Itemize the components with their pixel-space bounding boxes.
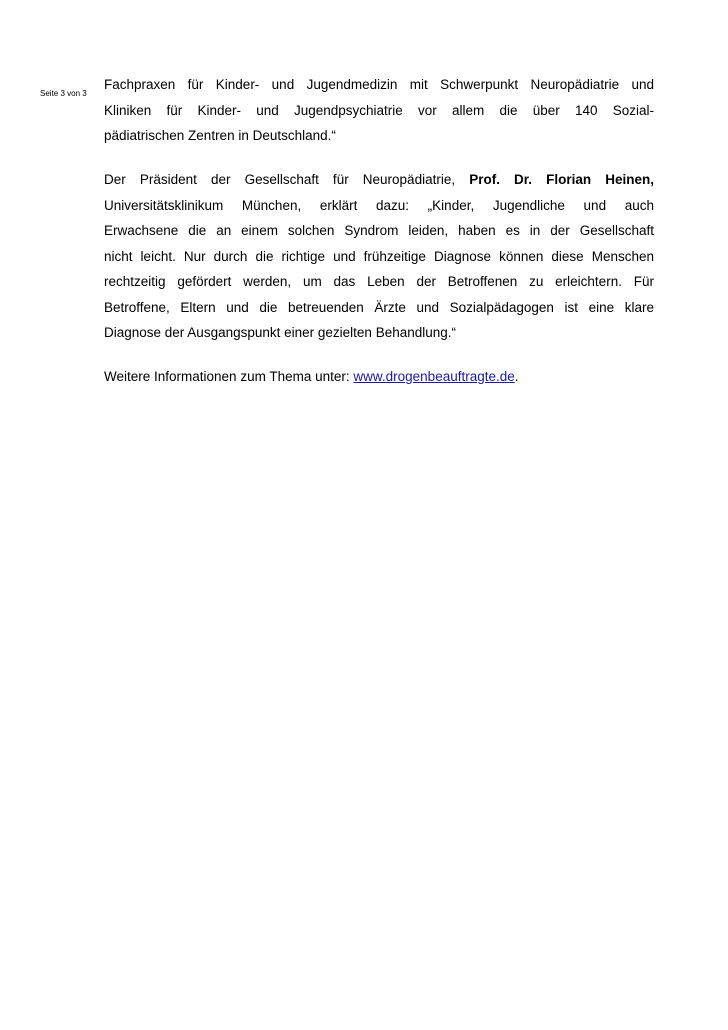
text-line: Erwachsene die an einem solchen Syndrom leiden, haben es in der Gesellschaft: [104, 223, 654, 238]
website-link[interactable]: www.drogenbeauftragte.de: [353, 369, 515, 384]
trailing-period: .: [514, 369, 519, 384]
text-line: Betroffene, Eltern und die betreuenden Ärzte und Sozialpädagogen ist eine klare: [104, 299, 654, 315]
document-body: [104, 72, 654, 390]
president-intro-text: Der Präsident der Gesellschaft für Neuropädiatrie,: [104, 172, 456, 187]
text-line: Kliniken für Kinder- und Jugendpsychiatrie vor allem die über 140 Sozial-: [104, 102, 654, 118]
page-number-label: Seite 3 von 3: [40, 89, 87, 98]
text-line: Fachpraxen für Kinder- und Jugendmedizin mit Schwerpunkt Neuropädiatrie und: [104, 77, 654, 92]
text-line: Diagnose der Ausgangspunkt einer gezielten Behandlung.“: [104, 325, 457, 340]
paragraph-spacer: [104, 149, 654, 168]
text-line: [104, 364, 654, 390]
text-line: nicht leicht. Nur durch die richtige und frühzeitige Diagnose können diese Menschen: [104, 248, 654, 264]
paragraph-2: [104, 167, 654, 346]
paragraph-spacer: [104, 346, 654, 365]
text-line: Universitätsklinikum München, erklärt dazu: „Kinder, Jugendliche und auch: [104, 197, 654, 213]
text-line: pädiatrischen Zentren in Deutschland.“: [104, 128, 336, 143]
president-name: Prof. Dr. Florian Heinen,: [469, 172, 654, 187]
text-line: [104, 167, 654, 193]
paragraph-3: [104, 364, 654, 390]
more-info-text: Weitere Informationen zum Thema unter:: [104, 369, 350, 384]
text-line: rechtzeitig gefördert werden, um das Leben der Betroffenen zu erleichtern. Für: [104, 274, 654, 289]
paragraph-1: [104, 72, 654, 149]
